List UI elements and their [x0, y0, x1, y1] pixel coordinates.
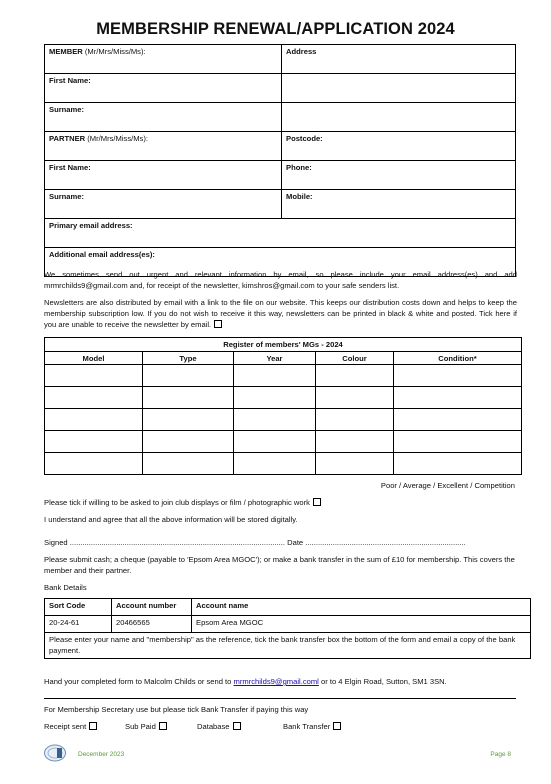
footer-date: December 2023 [78, 751, 125, 758]
additional-email-label: Additional email address(es): [49, 250, 155, 259]
displays-checkbox[interactable] [313, 498, 321, 506]
newsletter-print-checkbox[interactable] [214, 320, 222, 328]
receipt-sent-label: Receipt sent [44, 722, 87, 731]
member-hint: (Mr/Mrs/Miss/Ms): [84, 47, 146, 56]
divider [44, 698, 516, 699]
storage-consent: I understand and agree that all the above information will be stored digitally. [44, 515, 298, 524]
table-cell[interactable] [394, 409, 522, 431]
secretary-email-link[interactable]: mrmrchilds9@gmail.coml [233, 677, 319, 686]
club-logo-icon [44, 744, 66, 762]
sort-code-value: 20-24-61 [45, 616, 112, 633]
database-item [197, 722, 241, 731]
account-number-header: Account number [112, 599, 192, 616]
partner-first-name-field[interactable] [45, 161, 282, 190]
table-cell[interactable] [45, 365, 143, 387]
member-label: MEMBER [49, 47, 83, 56]
account-name-header: Account name [192, 599, 531, 616]
surname-label: Surname: [49, 192, 85, 201]
table-cell[interactable] [316, 453, 394, 475]
table-cell[interactable] [234, 431, 316, 453]
bank-reference-note: Please enter your name and "membership" as the reference, tick the bank transfer box the bottom of the form and email a copy of the bank payment. [45, 633, 531, 659]
email-notice: We sometimes send out urgent and relevant information by email, so please include your email address(es) and add mrmrchilds9@gmail.com and, for receipt of the newsletter, kimshros@gmail.com to your safe senders list. [44, 270, 517, 290]
first-name-label: First Name: [49, 76, 91, 85]
handover-instructions [44, 677, 447, 686]
page-title: MEMBERSHIP RENEWAL/APPLICATION 2024 [96, 20, 455, 38]
phone-field[interactable] [282, 161, 516, 190]
date-label: Date [287, 538, 304, 547]
database-checkbox[interactable] [233, 722, 241, 730]
column-model: Model [45, 352, 143, 365]
database-label: Database [197, 722, 230, 731]
member-field[interactable] [45, 45, 282, 74]
mobile-field[interactable] [282, 190, 516, 219]
receipt-sent-item [44, 722, 97, 731]
account-name-value: Epsom Area MGOC [192, 616, 531, 633]
column-condition: Condition* [394, 352, 522, 365]
table-cell[interactable] [394, 387, 522, 409]
table-cell[interactable] [234, 453, 316, 475]
newsletter-notice [44, 297, 517, 330]
displays-consent [44, 498, 321, 507]
first-name-label: First Name: [49, 163, 91, 172]
primary-email-label: Primary email address: [49, 221, 133, 230]
partner-surname-field[interactable] [45, 190, 282, 219]
table-row [45, 409, 522, 431]
member-first-name-field[interactable] [45, 74, 282, 103]
table-row [45, 365, 522, 387]
table-cell[interactable] [316, 431, 394, 453]
table-cell[interactable] [143, 387, 234, 409]
table-cell[interactable] [234, 409, 316, 431]
partner-field[interactable] [45, 132, 282, 161]
table-cell[interactable] [234, 365, 316, 387]
register-table [44, 337, 522, 475]
account-number-value: 20466565 [112, 616, 192, 633]
register-title: Register of members' MGs - 2024 [45, 338, 522, 352]
phone-label: Phone: [286, 163, 312, 172]
sort-code-header: Sort Code [45, 599, 112, 616]
address-line-2[interactable] [282, 74, 516, 103]
newsletter-notice-text: Newsletters are also distributed by email with a link to the file on our website. This keeps our distribution costs down and helps to keep the membership subscription low. If you do not wish to receive it this way, newsletters can be printed in black & white and posted. Tick here if you are unable to receive the newsletter by email. [44, 298, 517, 329]
sub-paid-item [125, 722, 167, 731]
table-row [45, 453, 522, 475]
table-cell[interactable] [394, 453, 522, 475]
sub-paid-checkbox[interactable] [159, 722, 167, 730]
surname-label: Surname: [49, 105, 85, 114]
table-cell[interactable] [394, 365, 522, 387]
table-cell[interactable] [45, 387, 143, 409]
member-surname-field[interactable] [45, 103, 282, 132]
receipt-sent-checkbox[interactable] [89, 722, 97, 730]
table-cell[interactable] [316, 365, 394, 387]
bank-transfer-checkbox[interactable] [333, 722, 341, 730]
partner-label: PARTNER [49, 134, 86, 143]
postcode-field[interactable] [282, 132, 516, 161]
table-cell[interactable] [45, 453, 143, 475]
payment-info: Please submit cash; a cheque (payable to 'Epsom Area MGOC'); or make a bank transfer in the sum of £10 for membership. This covers the member and their partner. [44, 555, 515, 575]
address-field[interactable] [282, 45, 516, 74]
column-type: Type [143, 352, 234, 365]
secretary-note: For Membership Secretary use but please tick Bank Transfer if paying this way [44, 705, 309, 714]
table-cell[interactable] [143, 431, 234, 453]
primary-email-field[interactable] [45, 219, 516, 248]
signed-label: Signed [44, 538, 68, 547]
table-row [45, 387, 522, 409]
column-colour: Colour [316, 352, 394, 365]
table-cell[interactable] [316, 409, 394, 431]
bank-details-heading: Bank Details [44, 583, 87, 592]
bank-details-table [44, 598, 531, 659]
address-label: Address [286, 47, 317, 56]
handover-text: Hand your completed form to Malcolm Childs or send to [44, 677, 234, 686]
table-cell[interactable] [143, 409, 234, 431]
column-year: Year [234, 352, 316, 365]
table-row [45, 431, 522, 453]
date-field[interactable]: ............................................................................ [305, 538, 466, 547]
condition-key: Poor / Average / Excellent / Competition [380, 481, 515, 490]
table-cell[interactable] [234, 387, 316, 409]
postcode-label: Postcode: [286, 134, 323, 143]
signed-field[interactable]: ...................................................................................................... [69, 538, 285, 547]
table-cell[interactable] [316, 387, 394, 409]
sub-paid-label: Sub Paid [125, 722, 156, 731]
signature-line [44, 538, 517, 547]
footer-page-number: Page 8 [490, 751, 511, 758]
table-cell[interactable] [143, 365, 234, 387]
table-cell[interactable] [45, 431, 143, 453]
bank-transfer-item [283, 722, 341, 731]
bank-transfer-label: Bank Transfer [283, 722, 331, 731]
mobile-label: Mobile: [286, 192, 313, 201]
table-cell[interactable] [394, 431, 522, 453]
table-cell[interactable] [143, 453, 234, 475]
address-line-3[interactable] [282, 103, 516, 132]
handover-address: or to 4 Elgin Road, Sutton, SM1 3SN. [318, 677, 447, 686]
member-details-form [44, 44, 516, 277]
displays-consent-text: Please tick if willing to be asked to join club displays or film / photographic work [44, 498, 310, 507]
partner-hint: (Mr/Mrs/Miss/Ms): [87, 134, 148, 143]
table-cell[interactable] [45, 409, 143, 431]
